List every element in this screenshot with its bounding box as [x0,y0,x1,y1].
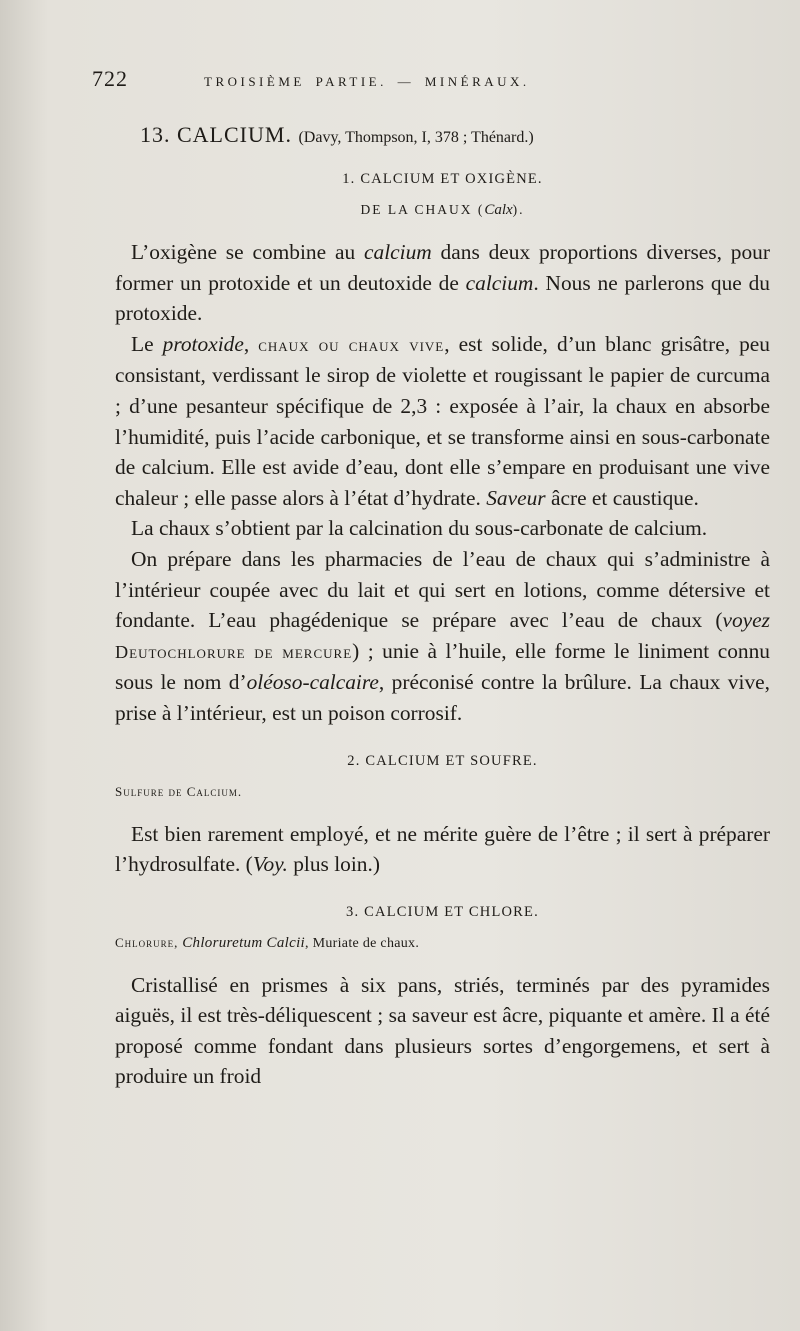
section-references: (Davy, Thompson, I, 378 ; Thénard.) [298,129,534,146]
subsection-heading-chlore: 3. CALCIUM ET CHLORE. [346,903,539,920]
compound-label-sulfure [115,784,770,801]
subsection-heading-soufre: 2. CALCIUM ET SOUFRE. [347,752,538,769]
text-run: âcre et caustique. [545,485,699,510]
text-run: , [243,331,259,356]
text-run: dans deux proportions diverses, pour former un protoxide et un deutoxide de [115,240,770,295]
italic-run: Chloruretum Calcii [182,934,305,951]
text-run: Le [131,331,163,356]
text-run: ) ; unie à l’huile, elle forme le liniment connu sous le nom d’ [115,638,770,695]
running-head [92,66,752,92]
italic-run: protoxide [162,331,244,356]
subsection-heading-oxigene: 1. CALCIUM ET OXIGÈNE. [342,171,543,187]
text-run: , est solide, d’un blanc grisâtre, peu consistant, verdissant le sirop de violette et rougissant le papier de curcuma ; d’une pesanteur spécifique de 2,3 : exposée à l’air, la chaux en absorbe l’humidité, puis l’acide carbonique, et se transforme ainsi en sous-carbonate de calcium. Elle est avide d’eau, dont elle s’empare en produisant une vive chaleur ; elle passe alors à l’état d’hydrate. [115,331,770,510]
subheading-text: DE LA CHAUX ( [360,202,485,217]
paragraph-oxigene-intro [115,237,770,329]
italic-run: calcium [465,270,534,295]
section-title [140,122,770,148]
compound-label-chlorure [115,935,770,952]
paragraph-obtention: La chaux s’obtient par la calcination du sous-carbonate de calcium. [131,516,708,541]
running-title: TROISIÈME PARTIE. — MINÉRAUX. [204,74,530,89]
text-run: , préconisé contre la brûlure. La chaux vive, prise à l’intérieur, est un poison corrosif. [115,670,770,725]
italic-run: Voy. [252,852,288,877]
italic-run: voyez [722,608,770,633]
text-run: . Nous ne parlerons que du protoxide. [115,270,770,326]
italic-run: calcium [364,240,432,264]
page-number: 722 [92,66,128,91]
small-caps-run: chaux ou chaux vive [258,334,445,355]
subsubsection-heading-chaux [115,202,770,219]
text-run: L’oxigène se combine au [131,240,364,264]
section-number-title: 13. CALCIUM. [140,122,292,147]
paragraph-eau-de-chaux [115,544,770,729]
small-caps-run: Chlorure, [115,934,179,950]
italic-run: Saveur [486,485,546,510]
text-run: plus loin.) [287,852,380,877]
page-body [115,122,770,1092]
paragraph-sulfure [115,819,770,880]
text-run: On prépare dans les pharmacies de l’eau de chaux qui s’administre à l’intérieur coupée avec du lait et qui sert en lotions, comme détersive et fondante. L’eau phagédenique se prépare avec l’eau de chaux ( [115,546,770,633]
italic-run: oléoso-calcaire [246,670,379,695]
subheading-latin: Calx [484,202,513,218]
paragraph-chlorure: Cristallisé en prismes à six pans, striés, terminés par des pyramides aiguës, il est très-déliquescent ; sa saveur est âcre, piquante et amère. Il a été proposé comme fondant dans plusieurs sortes d’engorgemens, et sert à produire un froid [115,972,770,1089]
small-caps-run: Deutochlorure de mercure [115,641,353,662]
text-run: , Muriate de chaux. [305,935,420,951]
subheading-close: ). [512,202,525,217]
small-caps-run: Sulfure de Calcium. [115,783,243,799]
text-run: Est bien rarement employé, et ne mérite guère de l’être ; il sert à préparer l’hydrosulfate. ( [115,821,770,877]
paragraph-protoxide [115,329,770,514]
